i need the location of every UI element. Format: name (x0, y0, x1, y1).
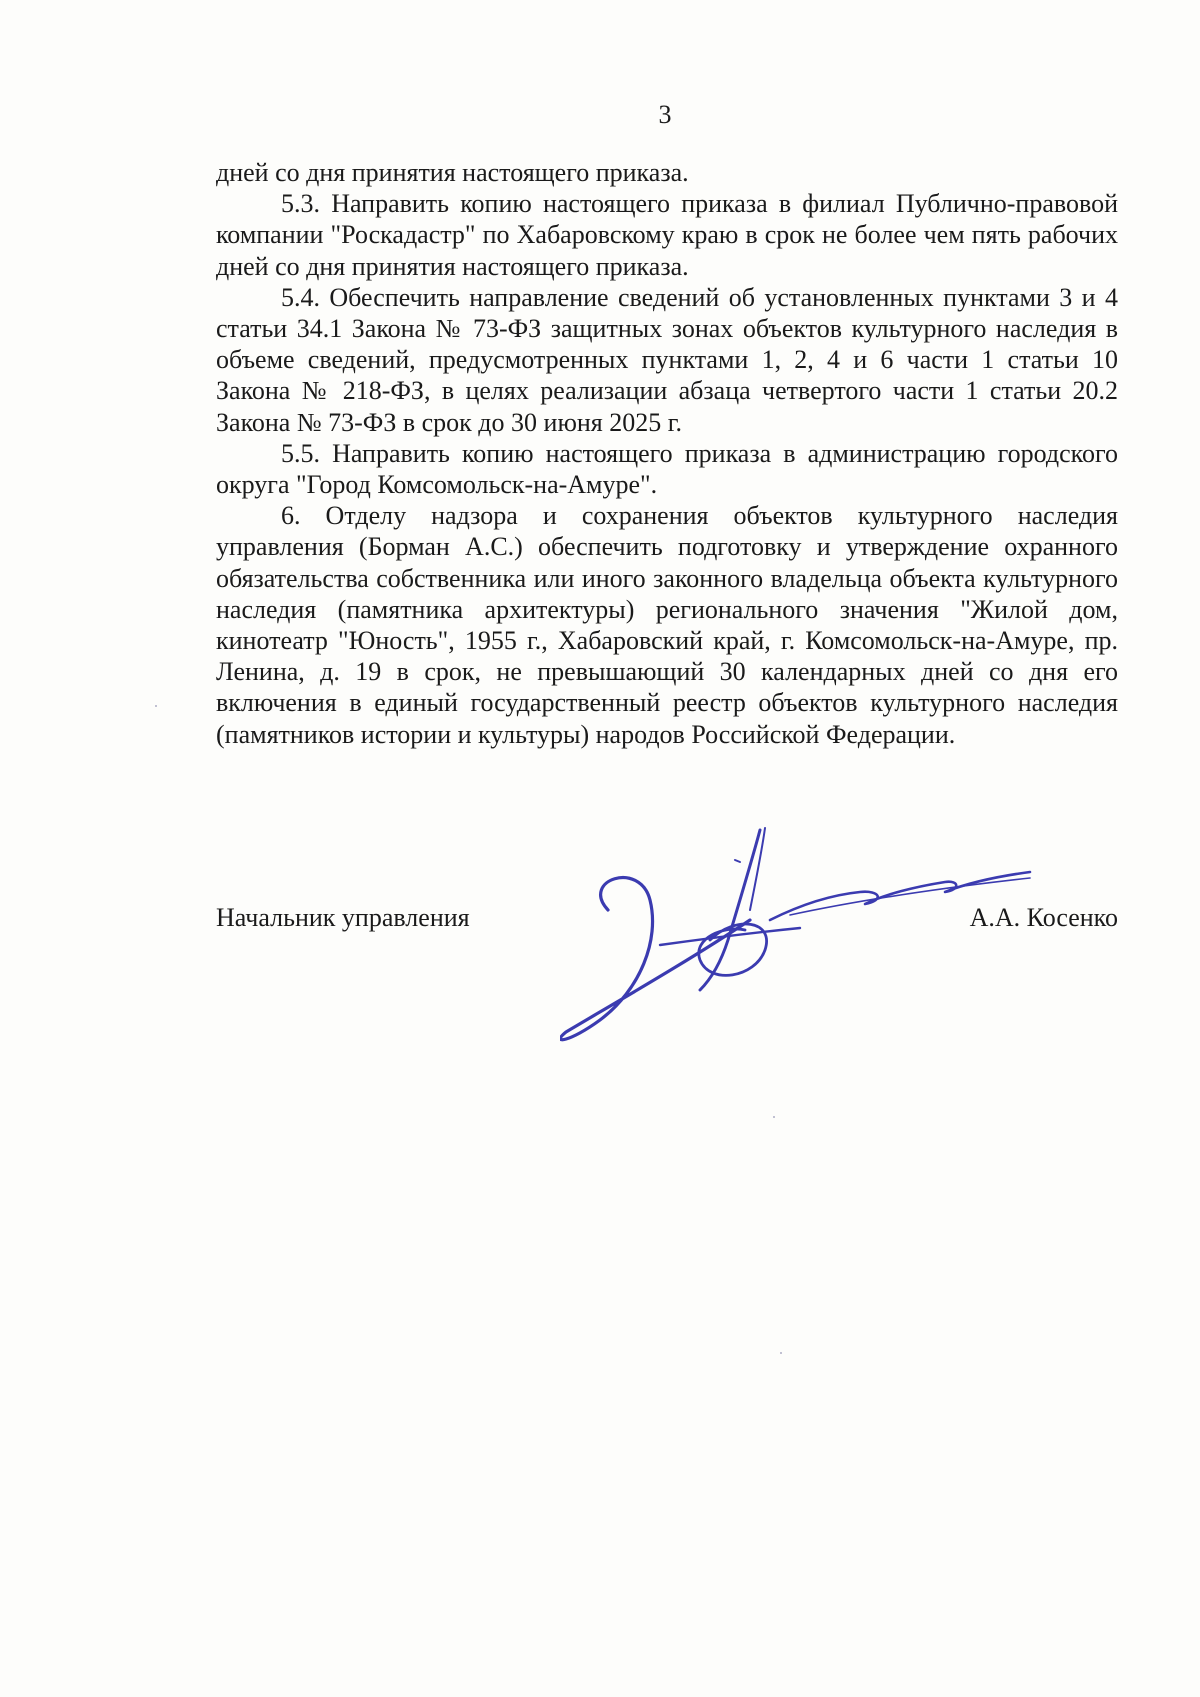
scan-speck (773, 1116, 775, 1118)
paragraph-6: 6. Отделу надзора и сохранения объектов культурного наследия управления (Борман А.С.) обеспечить подготовку и утверждение охранного обязательства собственника или иного законного владельца объекта культурного наследия (памятника архитектуры) регионального значения "Жилой дом, кинотеатр "Юность", 1955 г., Хабаровский край, г. Комсомольск-на-Амуре, пр. Ленина, д. 19 в срок, не превышающий 30 календарных дней со дня его включения в единый государственный реестр объектов культурного наследия (памятников истории и культуры) народов Российской Федерации. (216, 501, 1118, 749)
paragraph-5-5: 5.5. Направить копию настоящего приказа в администрацию городского округа "Город Комсомольск-на-Амуре". (216, 438, 1118, 500)
signatory-title: Начальник управления (216, 903, 470, 932)
scan-speck (780, 1352, 782, 1354)
paragraph-5-3: 5.3. Направить копию настоящего приказа в филиал Публично-правовой компании "Роскадастр" по Хабаровскому краю в срок не более чем пять рабочих дней со дня принятия настоящего приказа. (216, 189, 1118, 281)
signatory-name: А.А. Косенко (969, 903, 1118, 932)
handwritten-signature-icon (560, 820, 1100, 1060)
paragraph-5-4: 5.4. Обеспечить направление сведений об установленных пунктами 3 и 4 статьи 34.1 Закона № 73-ФЗ защитных зонах объектов культурного наследия в объеме сведений, предусмотренных пунктами 1, 2, 4 и 6 части 1 статьи 10 Закона № 218-ФЗ, в целях реализации абзаца четвертого части 1 статьи 20.2 Закона № 73-ФЗ в срок до 30 июня 2025 г. (216, 282, 1118, 437)
paragraph-continuation: дней со дня принятия настоящего приказа. (216, 158, 689, 187)
document-body (216, 157, 1118, 750)
scan-speck (155, 705, 157, 707)
page-number: 3 (658, 100, 672, 129)
